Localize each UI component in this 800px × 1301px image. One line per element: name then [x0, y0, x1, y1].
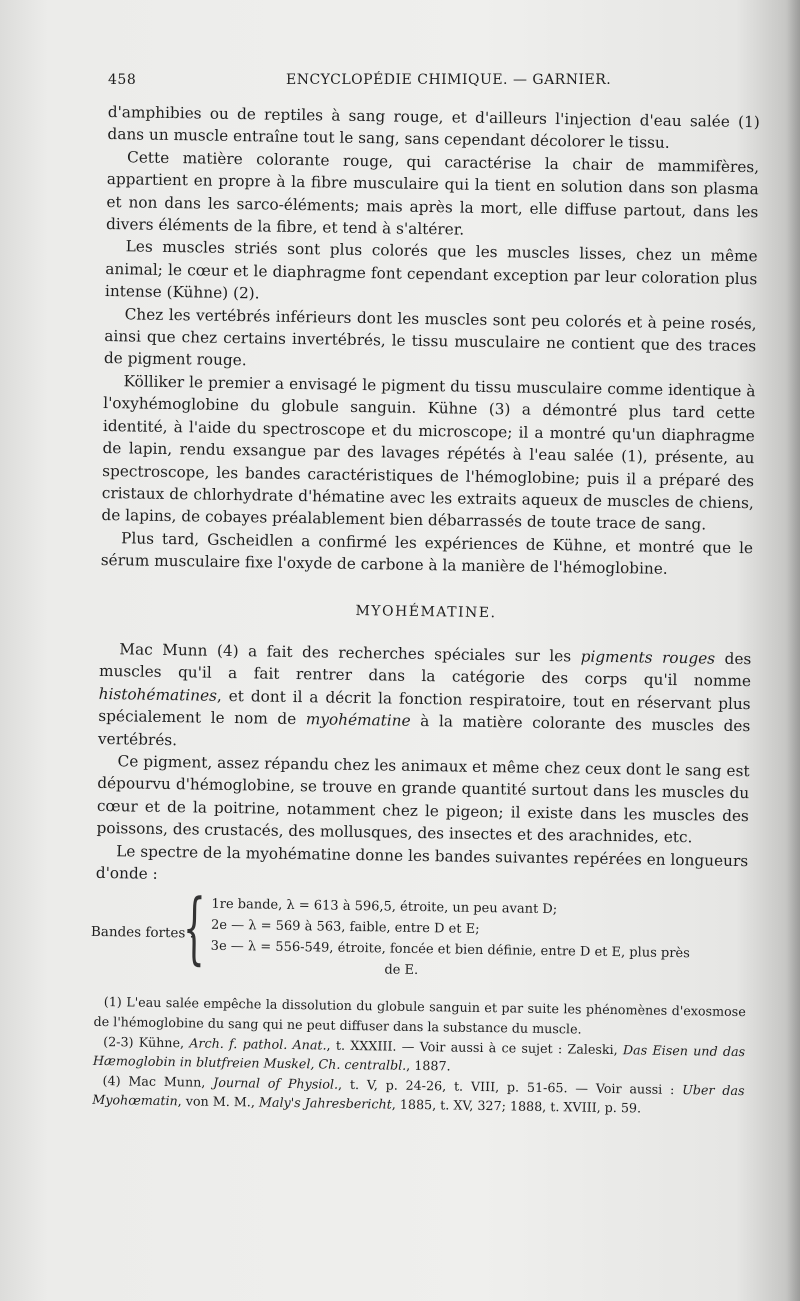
text-run: , 1885, t. XV, 327; 1888, t. XVIII, p. 59.	[391, 1096, 642, 1116]
text-run: des muscles qu'il a fait rentrer dans la catégorie des corps qu'il nomme	[98, 649, 752, 691]
text-run: , von M. M.,	[177, 1093, 260, 1110]
text-run: , 1887.	[406, 1057, 451, 1074]
paragraph: Le spectre de la myohématine donne les bandes suivantes repérées en longueurs d'onde :	[95, 841, 749, 883]
paragraph: Cette matière colorante rouge, qui caractérise la chair de mammifères, appartient en propre à la fibre musculaire qui la tient en solution dans son plasma et non dans les sarco-éléments; mais après la mort, elle diffuse partout, dans les divers éléments de la fibre, et tend à s'altérer.	[105, 148, 760, 239]
italic-term: myohématine	[305, 710, 411, 730]
italic-term: Maly's Jahresbericht	[258, 1094, 392, 1112]
italic-term: Uber das Myohœmatin	[92, 1081, 745, 1109]
text-run: (4) Mac Munn,	[102, 1072, 214, 1090]
text-run: , et dont il a décrit la fonction respiratoire, tout en réservant plus spécialement le nom de	[98, 686, 751, 729]
text-run: , t. XXXIII. — Voir aussi à ce sujet : Zaleski,	[326, 1037, 624, 1057]
text-run: à la matière colorante des muscles des vertébrés.	[97, 711, 751, 749]
italic-term: Arch. f. pathol. Anat.	[189, 1034, 327, 1053]
running-head: ENCYCLOPÉDIE CHIMIQUE. — GARNIER.	[286, 72, 612, 88]
paragraph: d'amphibies ou de reptiles à sang rouge, et d'ailleurs l'injection d'eau salée (1) dans un muscle entraîne tout le sang, sans cependant décolorer le tissu.	[107, 102, 760, 153]
paragraph: Ce pigment, assez répandu chez les animaux et même chez ceux dont le sang est dépourvu d'hémoglobine, se trouve en grande quantité surtout dans les muscles du cœur et de la poitrine, notamment chez le pigeon; il existe dans les muscles des poissons, des crustacés, des mollusques, des insectes et des arachnides, etc.	[96, 752, 750, 847]
bands-label: Bandes fortes .	[90, 924, 195, 942]
italic-term: Das Eisen und das Hæmoglobin in blutfreien Muskel, Ch. centralbl.	[92, 1041, 746, 1073]
page-number: 458	[108, 72, 137, 88]
italic-term: Journal of Physiol.	[213, 1074, 339, 1092]
text-run: Mac Munn (4) a fait des recherches spéciales sur les	[119, 640, 581, 666]
paragraph: Les muscles striés sont plus colorés que les muscles lisses, chez un même animal; le cœur et le diaphragme font cependant exception par leur coloration plus intense (Kühne) (2).	[104, 237, 758, 303]
footnote: (1) L'eau salée empêche la dissolution du globule sanguin et par suite les phénomènes d'exosmose de l'hémoglobine du sang qui ne peut diffuser dans la substance du muscle.	[93, 994, 746, 1037]
bands-rows	[210, 894, 751, 986]
text-run: (2-3) Kühne,	[103, 1033, 190, 1050]
paragraph: Plus tard, Gscheidlen a confirmé les expériences de Kühne, et montré que le sérum musculaire fixe l'oxyde de carbone à la manière de l'hémoglobine.	[100, 528, 754, 578]
band-row: 1re bande, λ = 613 à 596,5, étroite, un peu avant D;	[211, 897, 558, 918]
band-row-continuation: de E.	[384, 962, 419, 979]
spectrum-bands-table	[90, 883, 747, 986]
band-row: 2e — λ = 569 à 563, faible, entre D et E;	[210, 918, 480, 938]
page-header	[108, 72, 758, 96]
main-text	[92, 101, 760, 1120]
paragraph: Chez les vertébrés inférieurs dont les muscles sont peu colorés et à peine rosés, ainsi que chez certains invertébrés, le tissu musculaire ne contient que des traces de pigment rouge.	[103, 304, 757, 370]
page-gutter-shadow	[786, 0, 800, 1301]
paragraph	[98, 638, 752, 760]
band-row: 3e — λ = 556-549, étroite, foncée et bien définie, entre D et E, plus près	[210, 939, 690, 962]
text-run: , t. V, p. 24-26, t. VIII, p. 51-65. — Voir aussi :	[337, 1076, 683, 1097]
italic-term: histohématines	[98, 684, 218, 705]
footnotes	[92, 992, 746, 1120]
left-brace-icon: {	[182, 883, 207, 975]
paragraph: Kölliker le premier a envisagé le pigment du tissu musculaire comme identique à l'oxyhémoglobine du globule sanguin. Kühne (3) a démontré plus tard cette identité, à l'aide du spectroscope et du microscope; il a montré qu'un diaphragme de lapin, rendu exsangue par des lavages répétés à l'eau salée (1), présente, au spectroscope, les bandes caractéristiques de l'hémoglobine; puis il a préparé des cristaux de chlorhydrate d'hématine avec les extraits aqueux de muscles de chiens, de lapins, de cobayes préalablement bien débarrassés de toute trace de sang.	[101, 372, 756, 534]
section-title: MYOHÉMATINE.	[355, 602, 497, 621]
italic-term: pigments rouges	[580, 647, 716, 668]
